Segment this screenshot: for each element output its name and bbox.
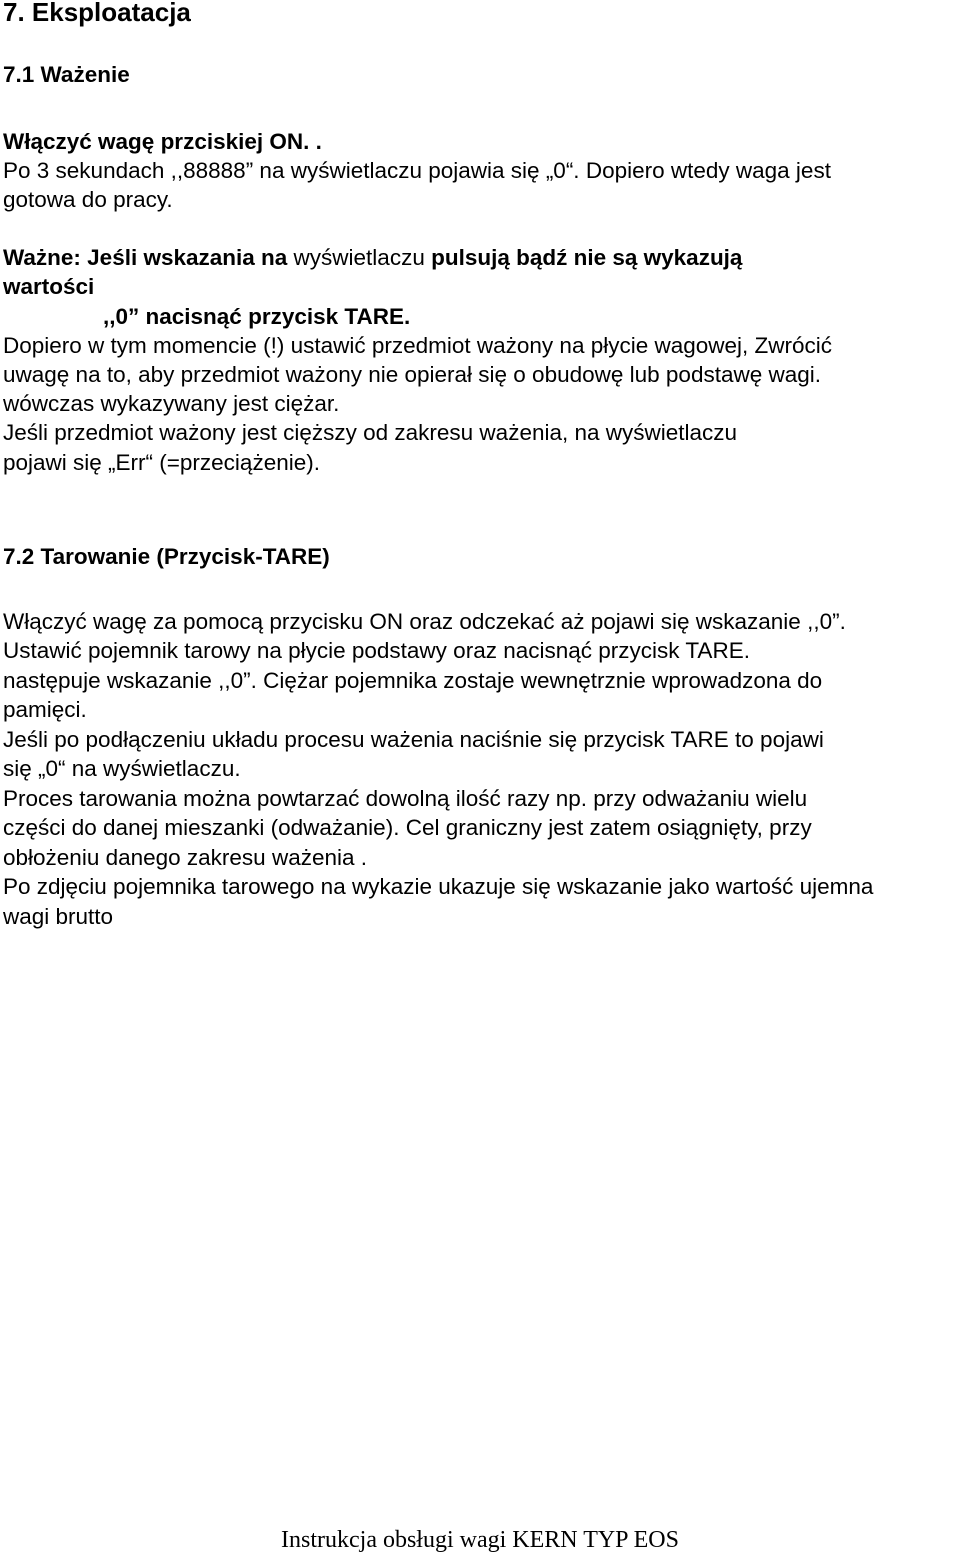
paragraph-line: następuje wskazanie ,,0”. Ciężar pojemnika zostaje wewnętrznie wprowadzona do [3, 668, 823, 693]
important-note-line: ,,0” nacisnąć przycisk TARE. [103, 304, 411, 329]
paragraph-line: Jeśli po podłączeniu układu procesu ważenia naciśnie się przycisk TARE to pojawi [3, 727, 824, 752]
power-on-instruction: Włączyć wagę przciskiej ON. . [3, 129, 322, 154]
paragraph-line: się „0“ na wyświetlaczu. [3, 756, 241, 781]
important-note-part: Ważne: Jeśli wskazania na [3, 245, 294, 270]
paragraph-line: gotowa do pracy. [3, 187, 173, 212]
important-note-part: pulsują bądź nie są wykazują [424, 245, 743, 270]
paragraph-line: Dopiero w tym momencie (!) ustawić przedmiot ważony na płycie wagowej, Zwrócić [3, 333, 833, 358]
paragraph-line: pojawi się „Err“ (=przeciążenie). [3, 450, 320, 475]
paragraph-line: Po 3 sekundach ,,88888” na wyświetlaczu pojawia się „0“. Dopiero wtedy waga jest [3, 158, 831, 183]
paragraph-line: uwagę na to, aby przedmiot ważony nie opierał się o obudowę lub podstawę wagi. [3, 362, 822, 387]
paragraph-line: pamięci. [3, 697, 87, 722]
important-note [3, 243, 742, 272]
important-note-part: wyświetlaczu [293, 245, 425, 270]
paragraph-line: części do danej mieszanki (odważanie). Cel graniczny jest zatem osiągnięty, przy [3, 815, 812, 840]
paragraph-line: obłożeniu danego zakresu ważenia . [3, 845, 367, 870]
paragraph-line: wówczas wykazywany jest ciężar. [3, 391, 340, 416]
section-7-heading: 7. Eksploatacja [3, 0, 191, 27]
section-7-1-heading: 7.1 Ważenie [3, 62, 130, 87]
paragraph-line: Ustawić pojemnik tarowy na płycie podstawy oraz nacisnąć przycisk TARE. [3, 638, 750, 663]
section-7-2-heading: 7.2 Tarowanie (Przycisk-TARE) [3, 544, 330, 569]
paragraph-line: wagi brutto [3, 904, 114, 929]
paragraph-line: Jeśli przedmiot ważony jest cięższy od zakresu ważenia, na wyświetlaczu [3, 420, 738, 445]
paragraph-line: Po zdjęciu pojemnika tarowego na wykazie ukazuje się wskazanie jako wartość ujemna [3, 874, 874, 899]
paragraph-line: Włączyć wagę za pomocą przycisku ON oraz odczekać aż pojawi się wskazanie ,,0”. [3, 609, 846, 634]
paragraph-line: Proces tarowania można powtarzać dowolną ilość razy np. przy odważaniu wielu [3, 786, 808, 811]
important-note-line: wartości [3, 274, 95, 299]
page-footer: Instrukcja obsługi wagi KERN TYP EOS [281, 1527, 679, 1553]
